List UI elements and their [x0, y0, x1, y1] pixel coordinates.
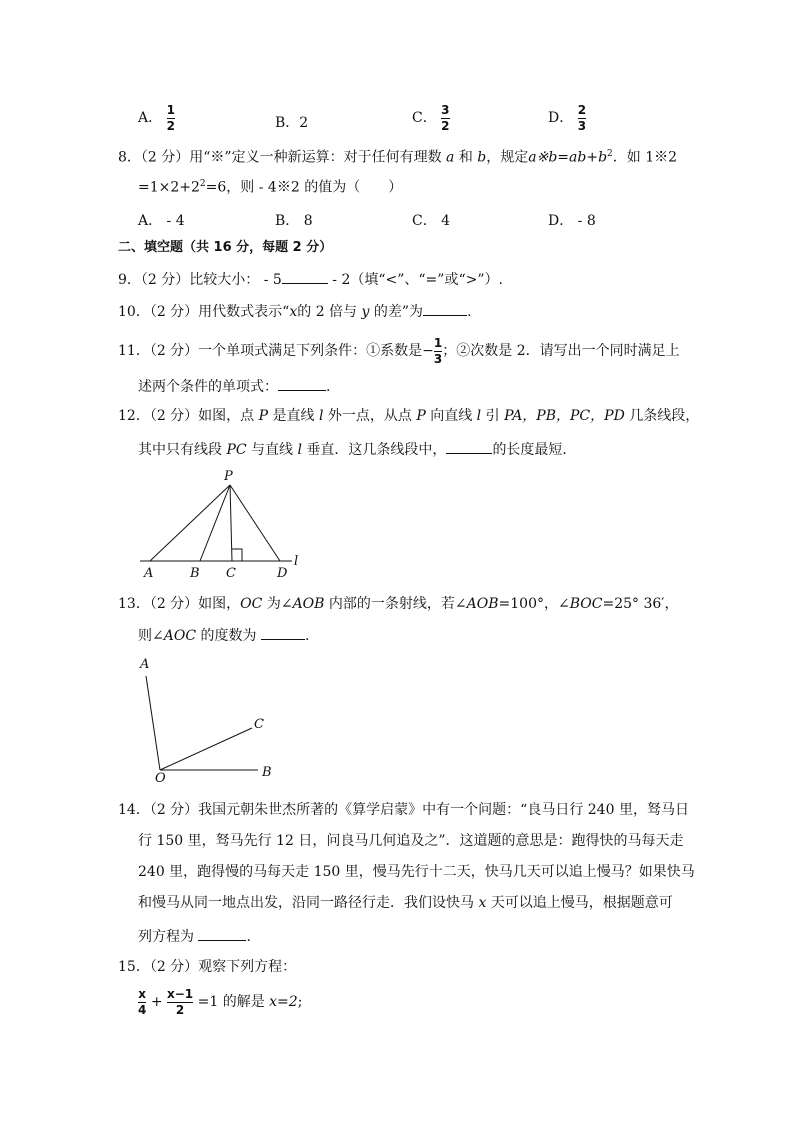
fraction: $\frac{2}{3}$: [577, 103, 587, 133]
segment-PC: [230, 485, 232, 561]
q14-line3: 240 里，跑得慢的马每天走 150 里，慢马先行十二天，快马几天可以追上慢马？如果快马: [138, 864, 695, 880]
q7-option-b: B．2: [275, 115, 309, 131]
segment-PD: [230, 485, 280, 561]
fraction: $\frac{3}{2}$: [441, 103, 450, 133]
q12-line2: 其中只有线段 PC 与直线 l 垂直．这几条线段中， 的长度最短．: [138, 442, 577, 458]
answer-blank[interactable]: [446, 441, 492, 454]
q9: 9．（2 分）比较大小： - 5 - 2（填“<”、“=”或“>”）.: [118, 272, 503, 288]
answer-blank[interactable]: [423, 303, 467, 316]
fraction: $\frac{x-1}{2}$: [167, 987, 194, 1017]
q7-option-a: A． $\frac{1}{2}$: [138, 103, 175, 133]
q8-option-a: A． - 4: [138, 213, 185, 229]
q14-line4: 和慢马从同一地点出发，沿同一路径行走．我们设快马 x 天可以追上慢马，根据题意可: [138, 895, 673, 911]
q11-line2: 述两个条件的单项式： .: [138, 379, 331, 395]
label-l: l: [294, 554, 299, 569]
answer-blank[interactable]: [282, 271, 328, 284]
q12-line1: 12．（2 分）如图，点 P 是直线 l 外一点，从点 P 向直线 l 引 PA，PB，PC，PD 几条线段，: [118, 408, 700, 424]
label-C: C: [254, 717, 264, 732]
q11-line1: 11．（2 分）一个单项式满足下列条件：①系数是− $\frac{1}{3}$ ；②次数是 2．请写出一个同时满足上: [118, 336, 680, 366]
label-B: B: [262, 765, 272, 780]
label-D: D: [277, 566, 288, 581]
fraction: $\frac{1}{3}$: [433, 336, 443, 366]
answer-blank[interactable]: [198, 928, 246, 941]
ray-OA: [146, 676, 160, 770]
q14-line1: 14．（2 分）我国元朝朱世杰所著的《算学启蒙》中有一个问题：“良马日行 240 里，驽马日: [118, 802, 689, 818]
segment-PB: [200, 485, 230, 561]
answer-blank[interactable]: [261, 627, 305, 640]
label-B: B: [190, 566, 200, 581]
section-title: 二、填空题（共 16 分，每题 2 分）: [118, 240, 333, 255]
label-A: A: [140, 657, 150, 672]
answer-blank[interactable]: [278, 378, 326, 391]
q8-option-b: B． 8: [275, 213, 313, 229]
q15-equation: $\frac{x}{4}$ + $\frac{x-1}{2}$ =1 的解是 x=2;: [138, 987, 303, 1017]
q7-option-c: C． $\frac{3}{2}$: [412, 103, 450, 133]
label-A: A: [144, 566, 154, 581]
figure-13-diagram: [130, 652, 290, 784]
fraction: $\frac{x}{4}$: [138, 987, 147, 1017]
q7-option-d: D． $\frac{2}{3}$: [548, 103, 587, 133]
q8-option-d: D． - 8: [548, 213, 596, 229]
q8-option-c: C． 4: [412, 213, 451, 229]
figure-12-diagram: [130, 465, 310, 583]
label-O: O: [155, 771, 166, 784]
q8-line2: $=1\times 2+2^2=6$，则 - 4※2 的值为（ ）: [138, 179, 403, 196]
q14-line2: 行 150 里，驽马先行 12 日，问良马几何追及之”．这道题的意思是：跑得快的马每天走: [138, 833, 684, 849]
right-angle-mark: [232, 549, 242, 561]
q8-line1: 8．（2 分）用“※”定义一种新运算：对于任何有理数 a 和 b，规定$a※b=ab+b^2$．如 1※2: [118, 149, 678, 166]
q14-line5: 列方程为 .: [138, 929, 251, 945]
q10: 10．（2 分）用代数式表示“x的 2 倍与 y 的差”为 .: [118, 304, 472, 320]
ray-OC: [160, 728, 252, 770]
segment-PA: [150, 485, 230, 561]
label-C: C: [226, 566, 236, 581]
q13-line1: 13．（2 分）如图，OC 为∠AOB 内部的一条射线，若∠AOB=100°，∠BOC=25° 36′，: [118, 596, 679, 612]
fraction: $\frac{1}{2}$: [166, 103, 175, 133]
q15-line1: 15．（2 分）观察下列方程：: [118, 959, 297, 975]
label-P: P: [224, 469, 233, 484]
q13-line2: 则∠AOC 的度数为 .: [138, 628, 310, 644]
